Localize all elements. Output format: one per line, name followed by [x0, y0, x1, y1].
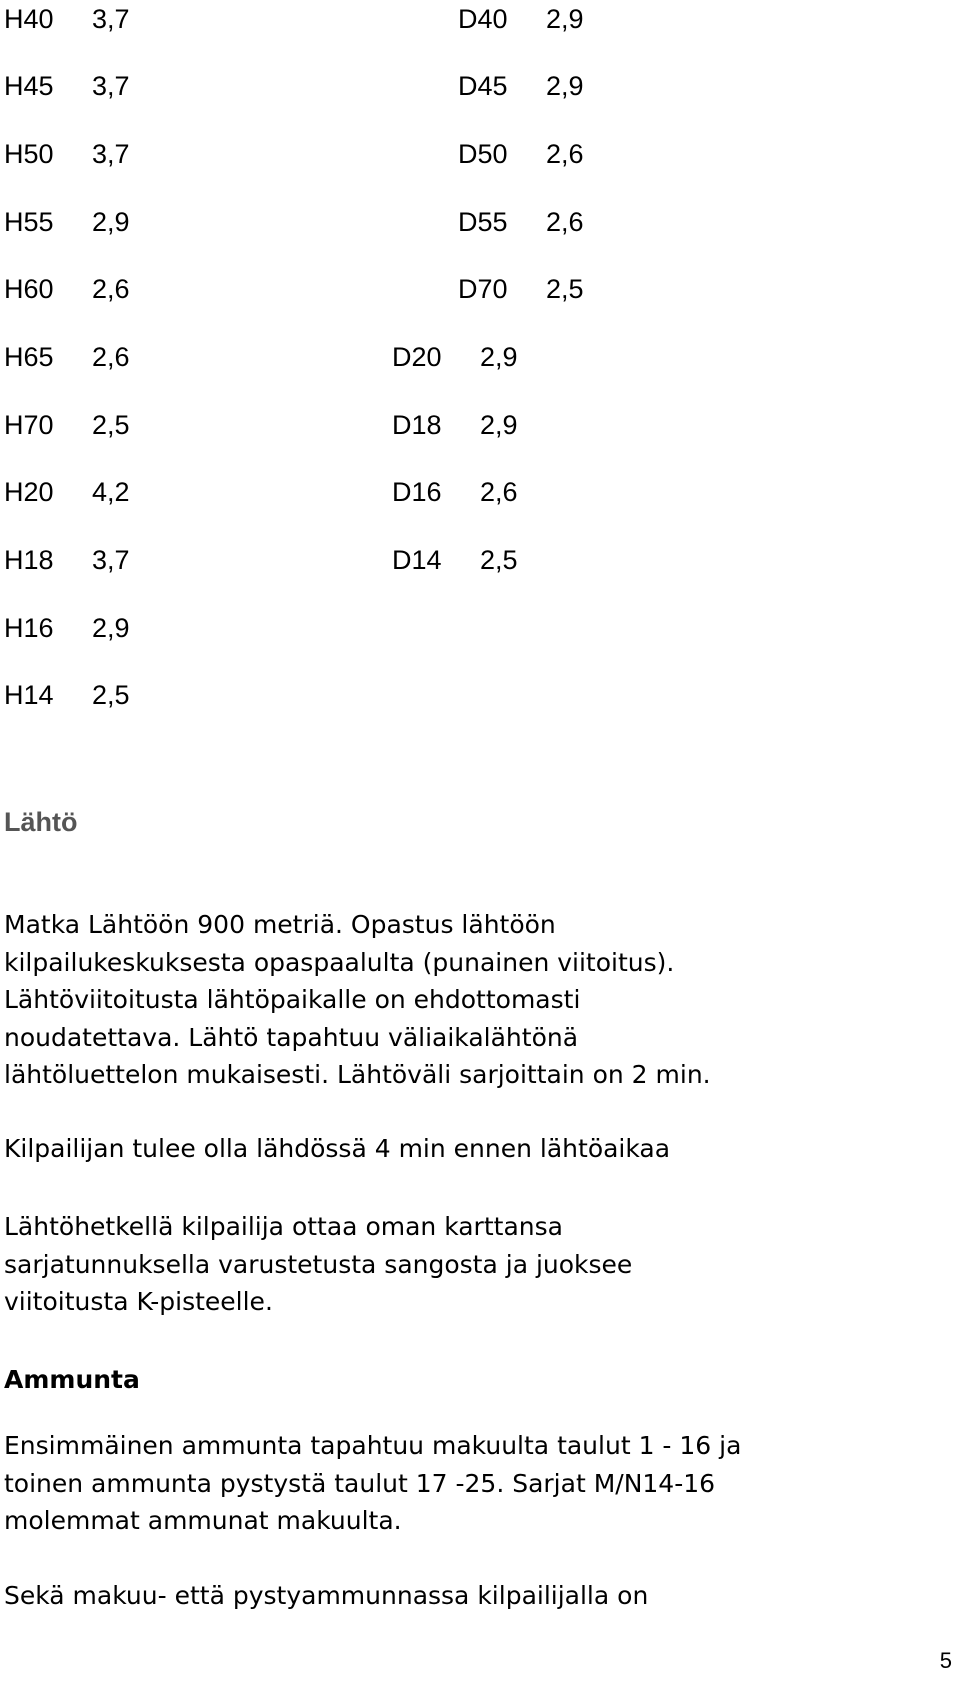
result-entry: H16 2,9	[4, 613, 130, 643]
paragraph-line: Lähtöhetkellä kilpailija ottaa oman karttansa	[4, 1212, 563, 1241]
paragraph-line: toinen ammunta pystystä taulut 17 -25. Sarjat M/N14-16	[4, 1469, 716, 1498]
result-entry: D16 2,6	[392, 477, 518, 507]
result-entry: D55 2,6	[458, 207, 584, 237]
result-entry: H14 2,5	[4, 680, 130, 710]
paragraph-line: Sekä makuu- että pystyammunnassa kilpailijalla on	[4, 1581, 649, 1610]
result-entry: D45 2,9	[458, 71, 584, 101]
paragraph-line: sarjatunnuksella varustetusta sangosta ja juoksee	[4, 1250, 633, 1279]
paragraph-line: molemmat ammunat makuulta.	[4, 1506, 402, 1535]
paragraph-line: kilpailukeskuksesta opaspaalulta (punainen viitoitus).	[4, 948, 675, 977]
result-entry: H60 2,6	[4, 274, 130, 304]
result-entry: H70 2,5	[4, 410, 130, 440]
paragraph-line: Ensimmäinen ammunta tapahtuu makuulta taulut 1 - 16 ja	[4, 1431, 742, 1460]
paragraph-line: noudatettava. Lähtö tapahtuu väliaikalähtönä	[4, 1023, 579, 1052]
result-entry: H18 3,7	[4, 545, 130, 575]
section-heading-ammunta: Ammunta	[4, 1365, 140, 1394]
result-entry: D18 2,9	[392, 410, 518, 440]
result-entry: H45 3,7	[4, 71, 130, 101]
paragraph-line: Matka Lähtöön 900 metriä. Opastus lähtöön	[4, 910, 556, 939]
result-entry: H50 3,7	[4, 139, 130, 169]
paragraph-line: Lähtöviitoitusta lähtöpaikalle on ehdottomasti	[4, 985, 581, 1014]
result-entry: D40 2,9	[458, 4, 584, 34]
result-entry: H40 3,7	[4, 4, 130, 34]
page-number: 5	[939, 1648, 952, 1673]
paragraph-line: viitoitusta K-pisteelle.	[4, 1287, 273, 1316]
section-heading-lahto: Lähtö	[4, 807, 78, 837]
result-entry: H65 2,6	[4, 342, 130, 372]
result-entry: D70 2,5	[458, 274, 584, 304]
result-entry: D20 2,9	[392, 342, 518, 372]
arrival-note: Kilpailijan tulee olla lähdössä 4 min ennen lähtöaikaa	[4, 1134, 671, 1163]
result-entry: H55 2,9	[4, 207, 130, 237]
result-entry: D14 2,5	[392, 545, 518, 575]
result-entry: H20 4,2	[4, 477, 130, 507]
result-entry: D50 2,6	[458, 139, 584, 169]
paragraph-line: lähtöluettelon mukaisesti. Lähtöväli sarjoittain on 2 min.	[4, 1060, 711, 1089]
